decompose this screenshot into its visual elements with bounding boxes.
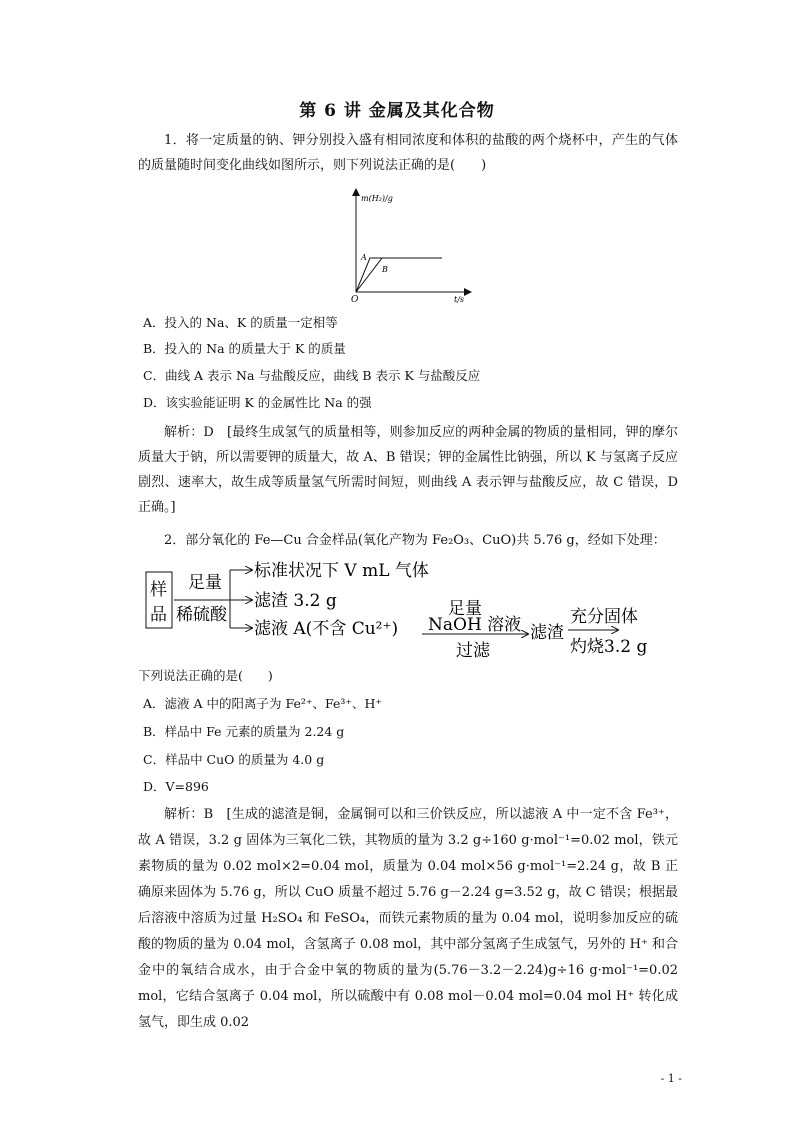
filtrate-output: 滤液 A(不含 Cu²⁺) bbox=[254, 619, 399, 639]
q1-option-c: C．曲线 A 表示 Na 与盐酸反应，曲线 B 表示 K 与盐酸反应 bbox=[143, 368, 481, 383]
naoh-reagent-label: NaOH 溶液 bbox=[428, 615, 522, 635]
residue-output: 滤渣 3.2 g bbox=[254, 591, 337, 611]
curve-b bbox=[356, 258, 382, 292]
y-axis-label: m(H₂)/g bbox=[361, 194, 393, 203]
q2-option-d: D．V=896 bbox=[143, 779, 209, 794]
filter-label: 过滤 bbox=[456, 641, 490, 661]
acid-name-label: 稀硫酸 bbox=[176, 605, 227, 625]
burn-bottom-label: 灼烧3.2 g bbox=[570, 637, 648, 657]
curve-b-label: B bbox=[382, 265, 388, 274]
gas-output: 标准状况下 V mL 气体 bbox=[254, 561, 429, 581]
curve-a-label: A bbox=[361, 253, 367, 262]
sample-label-1: 样 bbox=[150, 580, 167, 600]
q1-option-a: A．投入的 Na、K 的质量一定相等 bbox=[143, 315, 338, 330]
page-number: - 1 - bbox=[660, 1072, 682, 1085]
page-title: 第 6 讲 金属及其化合物 bbox=[299, 101, 495, 121]
q1-analysis: 解析：D [最终生成氢气的质量相等，则参加反应的两种金属的物质的量相同，钾的摩尔质量大于钠，所以需要钾的质量大，故 A、B 错误；钾的金属性比钠强，所以 K 与氢离子反应剧烈、速率大，故生成等质量氢气所需时间短，则曲线 A 表示钾与盐酸反应，故 C 错误，D 正确。] bbox=[138, 425, 678, 515]
q2-stem: 2．部分氧化的 Fe—Cu 合金样品(氧化产物为 Fe₂O₃、CuO)共 5.76 g，经如下处理： bbox=[164, 533, 666, 548]
q1-option-d: D．该实验能证明 K 的金属性比 Na 的强 bbox=[143, 395, 372, 410]
q1-graph bbox=[340, 186, 480, 306]
q2-option-b: B．样品中 Fe 元素的质量为 2.24 g bbox=[143, 724, 345, 739]
q2-option-c: C．样品中 CuO 的质量为 4.0 g bbox=[143, 752, 325, 767]
origin-label: O bbox=[351, 295, 359, 305]
q2-analysis: 解析：B [生成的滤渣是铜，金属铜可以和三价铁反应，所以滤液 A 中一定不含 Fe³⁺，故 A 错误，3.2 g 固体为三氧化二铁，其物质的量为 3.2 g÷160 g·mol⁻¹=0.02 mol，铁元素物质的量为 0.02 mol×2=0.04 mol，质量为 0.04 mol×56 g·mol⁻¹=2.24 g，故 B 正确原来固体为 5.76 g，所以 CuO 质量不超过 5.76 g－2.24 g=3.52 g，故 C 错误；根据最后溶液中溶质为过量 H₂SO₄ 和 FeSO₄，而铁元素物质的量为 0.04 mol，说明参加反应的硫酸的物质的量为 0.04 mol，含氢离子 0.08 mol，其中部分氢离子生成氢气，另外的 H⁺ 和合金中的氧结合成水，由于合金中氧的物质的量为(5.76－3.2－2.24)g÷16 g·mol⁻¹=0.02 mol，它结合氢离子 0.04 mol，所以硫酸中有 0.08 mol－0.04 mol=0.04 mol H⁺ 转化成氢气，即生成 0.02 bbox=[138, 807, 678, 1030]
acid-amount-label: 足量 bbox=[188, 573, 222, 593]
sample-label-2: 品 bbox=[150, 605, 167, 625]
q2-option-a: A．滤液 A 中的阳离子为 Fe²⁺、Fe³⁺、H⁺ bbox=[143, 696, 382, 711]
q1-option-b: B．投入的 Na 的质量大于 K 的质量 bbox=[143, 341, 346, 356]
q2-prompt: 下列说法正确的是( ) bbox=[138, 668, 273, 683]
q1-stem: 1．将一定质量的钠、钾分别投入盛有相同浓度和体积的盐酸的两个烧杯中，产生的气体的质量随时间变化曲线如图所示，则下列说法正确的是( ) bbox=[138, 133, 678, 173]
naoh-amount-label: 足量 bbox=[448, 599, 482, 619]
q2-flow-diagram bbox=[142, 558, 662, 662]
burn-top-label: 充分固体 bbox=[570, 607, 638, 627]
second-residue: 滤渣 bbox=[530, 623, 564, 643]
x-axis-label: t/s bbox=[454, 295, 465, 304]
